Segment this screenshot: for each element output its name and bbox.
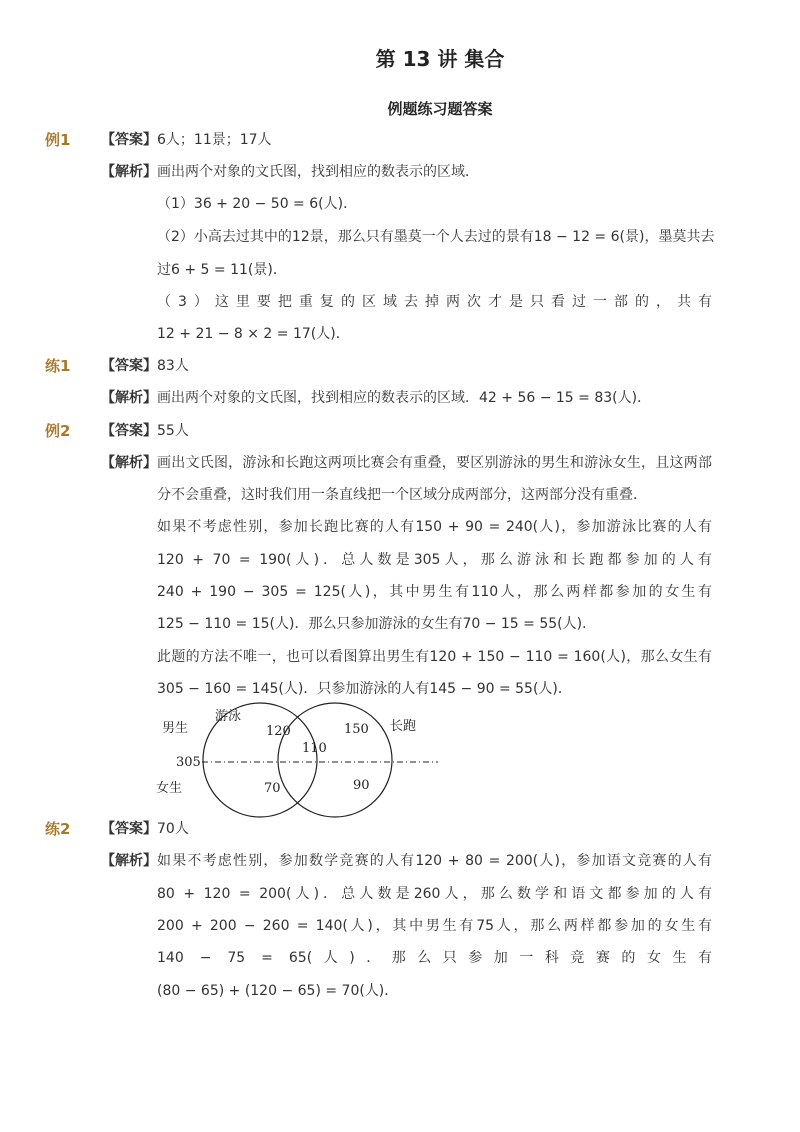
run-circle bbox=[278, 703, 392, 817]
example-2-label: 例2 bbox=[45, 422, 71, 440]
analysis-line: 200 + 200 − 260 = 140(人)，其中男生有75人，那么两样都参加的女生有 bbox=[157, 918, 712, 934]
analysis-line: 分不会重叠，这时我们用一条直线把一个区域分成两部分，这两部分没有重叠． bbox=[157, 487, 647, 503]
both-male-value: 110 bbox=[302, 741, 327, 756]
analysis-line: 画出两个对象的文氏图，找到相应的数表示的区域．42 + 56 − 15 = 83(人)． bbox=[157, 390, 652, 406]
venn-diagram bbox=[140, 700, 450, 820]
analysis-line: 画出两个对象的文氏图，找到相应的数表示的区域． bbox=[157, 164, 479, 180]
answer-tag: 【答案】 bbox=[101, 358, 157, 374]
analysis-line: （1）36 + 20 − 50 = 6(人)． bbox=[157, 196, 358, 212]
total-label: 305 bbox=[176, 755, 201, 770]
analysis-line: 120 + 70 = 190(人)．总人数是305人，那么游泳和长跑都参加的人有 bbox=[157, 552, 712, 568]
analysis-line: (80 − 65) + (120 − 65) = 70(人)． bbox=[157, 983, 399, 999]
run-female-value: 90 bbox=[353, 778, 370, 793]
analysis-line: 125 − 110 = 15(人)．那么只参加游泳的女生有70 − 15 = 55(人)． bbox=[157, 616, 597, 632]
analysis-tag: 【解析】 bbox=[101, 853, 157, 869]
run-male-value: 150 bbox=[344, 722, 369, 737]
male-label: 男生 bbox=[162, 721, 189, 736]
analysis-line: 80 + 120 = 200(人)．总人数是260人，那么数学和语文都参加的人有 bbox=[157, 886, 712, 902]
example-1-label: 例1 bbox=[45, 131, 71, 149]
analysis-line: 305 − 160 = 145(人)．只参加游泳的人有145 − 90 = 55(人)． bbox=[157, 681, 572, 697]
answer-tag: 【答案】 bbox=[101, 132, 157, 148]
page-title: 第 13 讲 集合 bbox=[375, 47, 505, 71]
analysis-line: （2）小高去过其中的12景，那么只有墨莫一个人去过的景有18 − 12 = 6(景)，墨莫共去 bbox=[157, 229, 715, 245]
analysis-line: 如果不考虑性别，参加长跑比赛的人有150 + 90 = 240(人)，参加游泳比赛的人有 bbox=[157, 519, 712, 535]
example-2-answer: 55人 bbox=[157, 423, 189, 439]
analysis-line: 140 − 75 = 65(人)．那么只参加一科竞赛的女生有 bbox=[157, 950, 712, 966]
run-label: 长跑 bbox=[390, 719, 417, 734]
analysis-line: 画出文氏图，游泳和长跑这两项比赛会有重叠，要区别游泳的男生和游泳女生，且这两部 bbox=[157, 455, 712, 471]
example-1-answer: 6人；11景；17人 bbox=[157, 132, 272, 148]
analysis-tag: 【解析】 bbox=[101, 164, 157, 180]
female-label: 女生 bbox=[156, 781, 183, 796]
analysis-line: （3）这里要把重复的区域去掉两次才是只看过一部的，共有 bbox=[157, 294, 712, 310]
practice-1-label: 练1 bbox=[45, 357, 71, 375]
practice-2-label: 练2 bbox=[45, 820, 71, 838]
swim-label: 游泳 bbox=[215, 709, 242, 724]
analysis-line: 240 + 190 − 305 = 125(人)，其中男生有110人，那么两样都参加的女生有 bbox=[157, 584, 712, 600]
swim-male-value: 120 bbox=[266, 724, 291, 739]
analysis-tag: 【解析】 bbox=[101, 455, 157, 471]
practice-2-answer: 70人 bbox=[157, 821, 189, 837]
analysis-line: 过6 + 5 = 11(景)． bbox=[157, 262, 287, 278]
page-subtitle: 例题练习题答案 bbox=[387, 100, 493, 118]
analysis-line: 12 + 21 − 8 × 2 = 17(人)． bbox=[157, 326, 350, 342]
swim-female-value: 70 bbox=[264, 781, 281, 796]
practice-1-answer: 83人 bbox=[157, 358, 189, 374]
answer-tag: 【答案】 bbox=[101, 423, 157, 439]
analysis-line: 此题的方法不唯一，也可以看图算出男生有120 + 150 − 110 = 160(人)，那么女生有 bbox=[157, 649, 712, 665]
analysis-tag: 【解析】 bbox=[101, 390, 157, 406]
analysis-line: 如果不考虑性别，参加数学竞赛的人有120 + 80 = 200(人)，参加语文竞赛的人有 bbox=[157, 853, 712, 869]
answer-tag: 【答案】 bbox=[101, 821, 157, 837]
